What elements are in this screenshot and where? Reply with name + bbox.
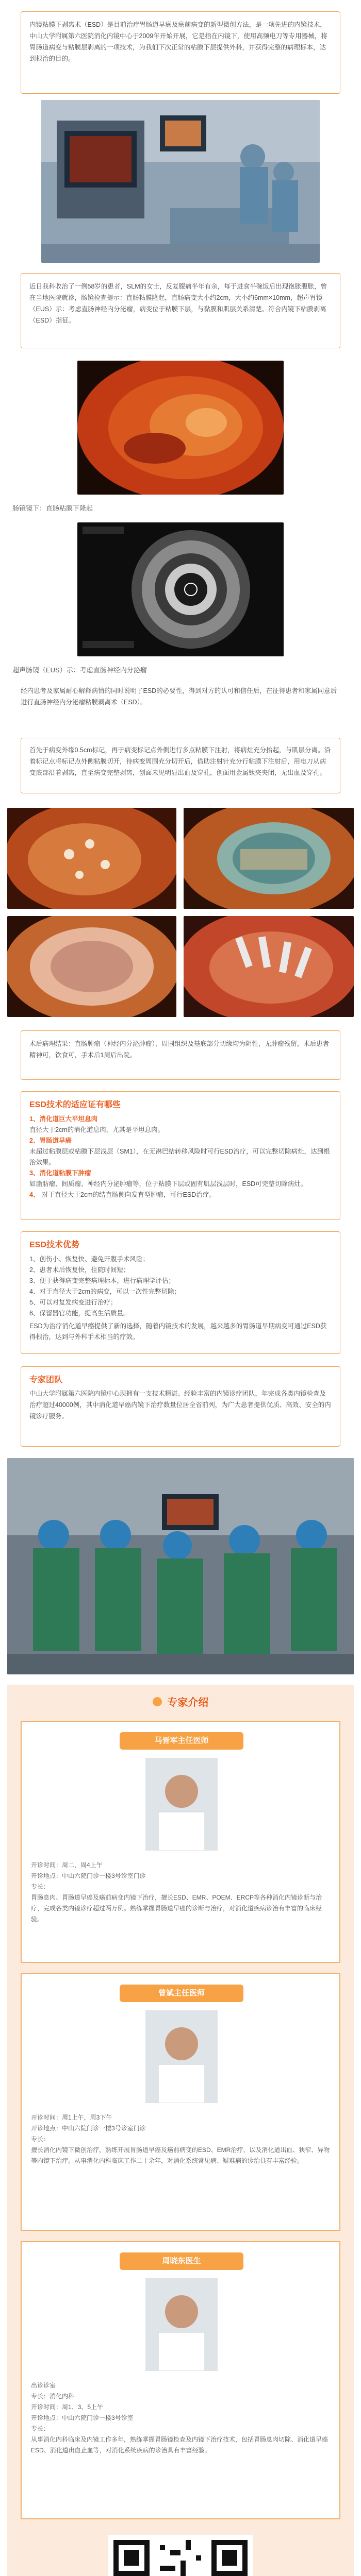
expert-line: 擅长消化内镜下微创治疗，熟练开展胃肠道早癌及癌前病变的ESD、EMR治疗，以及消化道出血、狭窄、异物等内镜下治疗。从事消化内科临床工作二十余年，对消化系统常见病、疑难病的诊治具有丰富经验。 (31, 2146, 330, 2164)
procedure-image (7, 916, 176, 1017)
expert-line: 专长：消化内科 (31, 2393, 75, 2400)
expert-card (21, 2241, 340, 2519)
advantage-item: 1、创伤小、恢复快、避免开腹手术风险； (29, 1256, 149, 1263)
center-text: 中山大学附属第六医院内镜中心现拥有一支技术精湛、经验丰富的内镜诊疗团队，年完成各类内镜检查及治疗超过40000例，其中消化道早癌内镜下治疗数量位居全省前列，为广大患者提供优质、高效、安全的内镜诊疗服务。 (29, 1390, 331, 1420)
procedure-card (21, 738, 340, 793)
center-title: 专家团队 (29, 1376, 63, 1384)
expert-line: 专长： (31, 2136, 50, 2143)
case-text: 近日我科收治了一例58岁的患者，SLM的女士，反复腹痛半年有余，每于进食半碗饭后出现饱胀腹胀，曾在当地医院就诊，肠镜检查提示：直肠粘膜隆起，直肠病变大小约2cm，大小约6mm×10mm，超声胃镜（EUS）示：考虑直肠神经内分泌瘤，病变位于粘膜下层，与黏膜和肌层关系清楚。符合内镜下粘膜剥离（ESD）指征。 (29, 283, 327, 324)
indication-heading: 3、消化道粘膜下肿瘤 (29, 1170, 91, 1177)
advantages-footer: ESD为治疗消化道早癌提供了新的选择，随着内镜技术的发展，越来越多的胃肠道早期病变可通过ESD获得根治，达到与外科手术相当的疗效。 (29, 1323, 327, 1341)
intro-text: 内镜粘膜下剥离术（ESD）是目前治疗胃肠道早癌及癌前病变的新型微创方法，是一项先进的内镜技术，中山大学附属第六医院消化内镜中心于2009年开始开展，它是指在内镜下，使用高频电刀等专用器械，将胃肠道病变与粘膜层剥离的一项技术，为我们下次正常的粘膜下层提供外科，并获得完整的病理标本，达到根治的目的。 (29, 21, 327, 62)
operating-room-photo (41, 100, 320, 263)
case-card (21, 273, 340, 348)
advantages-title: ESD技术优势 (29, 1241, 79, 1249)
expert-card (21, 1721, 340, 1963)
expert-name-tag: 周晓东医生 (120, 2252, 243, 2270)
procedure-image (184, 916, 354, 1017)
expert-line: 出诊诊室 (31, 2382, 56, 2389)
expert-line: 专长： (31, 2425, 50, 2432)
expert-line: 从事消化内科临床及内镜工作多年，熟练掌握胃肠镜检查及内镜下治疗技术，包括胃肠息肉切除、消化道早癌ESD、消化道出血止血等，对消化系统疾病的诊治具有丰富经验。 (31, 2436, 329, 2454)
expert-photo (145, 2278, 218, 2371)
experts-header-icon (153, 1697, 162, 1706)
indication-text: 对于直径大于2cm的结直肠侧向发育型肿瘤，可行ESD治疗。 (41, 1191, 216, 1198)
advantage-item: 6、保留器官功能，提高生活质量。 (29, 1310, 130, 1317)
expert-line: 开诊时间：周1、3、5上午 (31, 2403, 104, 2411)
advantages-card (21, 1231, 340, 1354)
center-card (21, 1366, 340, 1447)
procedure-text: 首先于病变外缘0.5cm标记，再于病变标记点外侧进行多点粘膜下注射，将病灶充分抬起，与肌层分离。沿着标记点将标记点外侧粘膜切开，待病变周围充分切开后，借助注射针充分行粘膜下注射后，用电刀从病变底部沿着剥离，直至病变完整剥离，创面未见明显出血及穿孔，创面用金属钛夹夹闭，无出血及穿孔。 (29, 747, 331, 776)
expert-line: 开诊地点：中山六院门诊一楼3号诊室 (31, 2414, 134, 2421)
expert-card (21, 1973, 340, 2231)
procedure-image (184, 808, 354, 909)
expert-name-tag: 曾斌主任医师 (120, 1985, 243, 2002)
team-photo (7, 1458, 354, 1674)
expert-line: 开诊地点：中山六院门诊一楼3号诊室门诊 (31, 2125, 146, 2132)
eus-image (77, 522, 284, 656)
plan-block (21, 685, 340, 708)
indication-heading: 4、 (29, 1191, 40, 1198)
expert-name-tag: 马晋军主任医师 (120, 1732, 243, 1750)
expert-photo (145, 1758, 218, 1851)
expert-photo (145, 2010, 218, 2103)
expert-line: 开诊地点：中山六院门诊一楼3号诊室门诊 (31, 1872, 146, 1879)
advantage-item: 2、患者术后恢复快，住院时间短； (29, 1266, 130, 1274)
image-caption: 肠镜镜下：直肠粘膜下隆起 (12, 504, 93, 512)
indication-text: 直径大于2cm的消化道息肉，尤其是平坦息肉。 (29, 1126, 165, 1133)
indications-card (21, 1091, 340, 1220)
advantage-item: 4、对于直径大于2cm的病变，可以一次性完整切除； (29, 1288, 181, 1295)
expert-line: 胃肠息肉、胃肠道早癌及癌前病变内镜下治疗，擅长ESD、EMR、POEM、ERCP等各种消化内镜诊断与治疗，完成各类内镜诊疗超过两万例。熟练掌握胃肠道早癌的诊断与治疗，对消化道疾病诊治有丰富的临床经验。 (31, 1894, 322, 1923)
expert-line: 专长： (31, 1883, 50, 1890)
qr-code[interactable] (108, 2535, 253, 2576)
postop-text: 术后病理结果：直肠肿瘤（神经内分泌肿瘤），周围组织及基底部分切缘均为阴性，无肿瘤残留，术后患者精神可，饮食可，手术后1周后出院。 (29, 1040, 330, 1059)
indication-text: 如脂肪瘤、间质瘤、神经内分泌肿瘤等，位于粘膜下层或固有肌层浅层时，ESD可完整切除病灶。 (29, 1180, 307, 1188)
plan-text: 经内患者及家属耐心解释病情的同时说明了ESD的必要性，得到对方的认可和信任后，在征得患者和家属同意后进行直肠神经内分泌瘤粘膜剥离术（ESD）。 (21, 687, 337, 706)
expert-line: 开诊时间：周二，周4上午 (31, 1861, 103, 1869)
procedure-image (7, 808, 176, 909)
image-caption: 超声肠镜（EUS）示：考虑直肠神经内分泌瘤 (12, 666, 147, 674)
indication-text: 未超过粘膜层或粘膜下层浅层（SM1），在无淋巴结转移风险时可行ESD治疗，可以完整切除病灶，达到根治效果。 (29, 1148, 330, 1166)
expert-line: 开诊时间：周1上午，周3下午 (31, 2114, 112, 2121)
experts-header-title: 专家介绍 (167, 1697, 209, 1708)
advantage-item: 3、便于获得病变完整病理标本，进行病理学评估； (29, 1277, 175, 1284)
indication-heading: 1、消化道巨大平坦息肉 (29, 1115, 97, 1123)
indication-heading: 2、胃肠道早癌 (29, 1137, 72, 1144)
intro-card (21, 11, 340, 94)
experts-header (7, 1694, 354, 1709)
advantage-item: 5、可以对复发病变进行治疗； (29, 1299, 117, 1306)
indications-title: ESD技术的适应证有哪些 (29, 1100, 121, 1109)
postop-card (21, 1030, 340, 1080)
endoscopy-image (77, 361, 284, 495)
